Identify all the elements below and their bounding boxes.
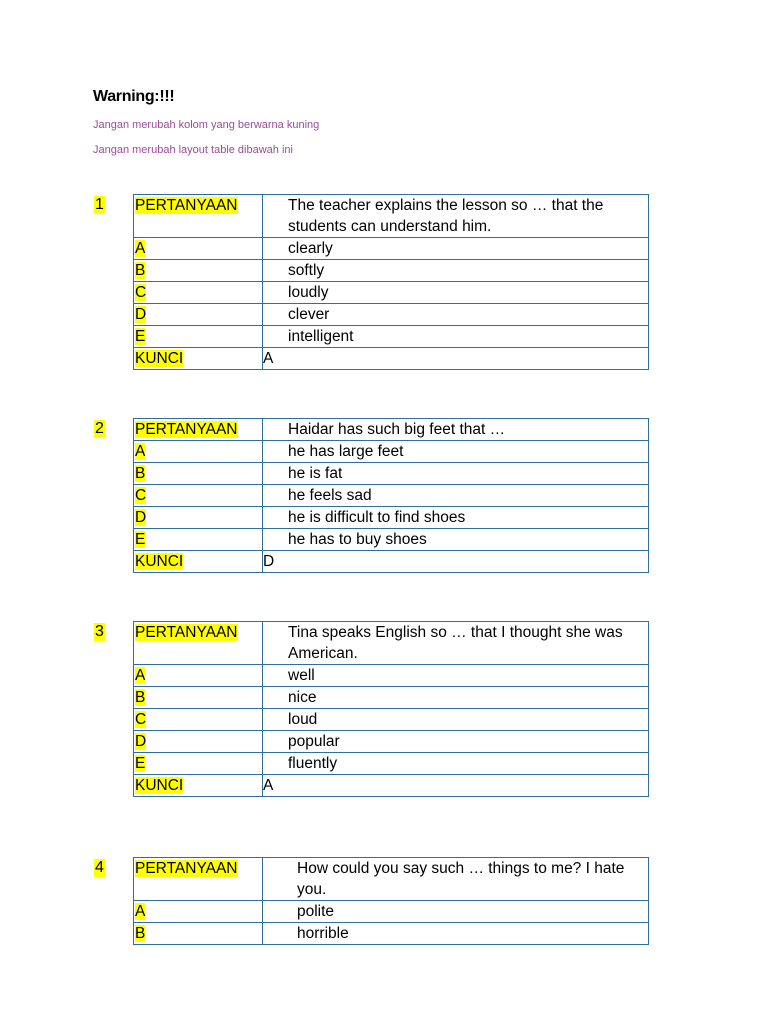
question-number: 2 xyxy=(95,420,104,437)
option-row-e xyxy=(134,753,649,775)
option-label-d: D xyxy=(135,306,147,323)
option-label-a: A xyxy=(135,443,146,460)
option-row-b xyxy=(134,923,649,945)
option-row-d xyxy=(134,731,649,753)
option-text-e[interactable]: he has to buy shoes xyxy=(263,529,649,551)
option-label-d: D xyxy=(135,733,147,750)
option-label-c: C xyxy=(135,284,147,301)
key-value[interactable]: D xyxy=(263,551,649,573)
question-text[interactable]: Haidar has such big feet that … xyxy=(263,419,649,441)
option-label-a: A xyxy=(135,903,146,920)
option-label-e: E xyxy=(135,755,146,772)
question-label-cell xyxy=(134,195,263,238)
option-row-a xyxy=(134,665,649,687)
option-text-d[interactable]: clever xyxy=(263,304,649,326)
option-row-d xyxy=(134,304,649,326)
option-row-b xyxy=(134,463,649,485)
option-label-d: D xyxy=(135,509,147,526)
option-text-a[interactable]: well xyxy=(263,665,649,687)
option-label-c: C xyxy=(135,711,147,728)
question-row xyxy=(134,622,649,665)
option-label-b: B xyxy=(135,262,146,279)
question-row xyxy=(134,419,649,441)
option-row-a xyxy=(134,238,649,260)
option-label-a: A xyxy=(135,240,146,257)
option-row-e xyxy=(134,529,649,551)
key-value[interactable]: A xyxy=(263,775,649,797)
question-label: PERTANYAAN xyxy=(135,624,238,641)
question-number: 1 xyxy=(95,196,104,213)
option-text-c[interactable]: loudly xyxy=(263,282,649,304)
key-label: KUNCI xyxy=(135,777,184,794)
question-label: PERTANYAAN xyxy=(135,860,238,877)
option-label-c: C xyxy=(135,487,147,504)
question-number: 3 xyxy=(95,623,104,640)
option-text-c[interactable]: loud xyxy=(263,709,649,731)
option-text-b[interactable]: softly xyxy=(263,260,649,282)
key-row xyxy=(134,348,649,370)
option-text-b[interactable]: nice xyxy=(263,687,649,709)
option-row-b xyxy=(134,260,649,282)
question-table xyxy=(133,194,649,370)
key-row xyxy=(134,775,649,797)
option-text-d[interactable]: he is difficult to find shoes xyxy=(263,507,649,529)
option-label-b: B xyxy=(135,925,146,942)
question-row xyxy=(134,858,649,901)
question-table xyxy=(133,418,649,573)
option-text-e[interactable]: intelligent xyxy=(263,326,649,348)
key-value[interactable]: A xyxy=(263,348,649,370)
option-row-d xyxy=(134,507,649,529)
question-label: PERTANYAAN xyxy=(135,421,238,438)
option-label-e: E xyxy=(135,531,146,548)
option-row-a xyxy=(134,901,649,923)
question-row xyxy=(134,195,649,238)
option-text-b[interactable]: horrible xyxy=(263,923,649,945)
question-text[interactable]: Tina speaks English so … that I thought she was American. xyxy=(263,622,649,665)
option-label-b: B xyxy=(135,689,146,706)
option-label-a: A xyxy=(135,667,146,684)
option-text-e[interactable]: fluently xyxy=(263,753,649,775)
question-number: 4 xyxy=(95,859,104,876)
option-row-a xyxy=(134,441,649,463)
option-text-a[interactable]: clearly xyxy=(263,238,649,260)
key-label: KUNCI xyxy=(135,350,184,367)
option-text-d[interactable]: popular xyxy=(263,731,649,753)
key-label: KUNCI xyxy=(135,553,184,570)
warning-note-yellow-columns: Jangan merubah kolom yang berwarna kuning xyxy=(93,119,320,131)
option-label-b: B xyxy=(135,465,146,482)
option-text-c[interactable]: he feels sad xyxy=(263,485,649,507)
option-row-c xyxy=(134,485,649,507)
warning-note-table-layout: Jangan merubah layout table dibawah ini xyxy=(93,144,293,156)
option-text-a[interactable]: he has large feet xyxy=(263,441,649,463)
question-text[interactable]: The teacher explains the lesson so … that the students can understand him. xyxy=(263,195,649,238)
question-label: PERTANYAAN xyxy=(135,197,238,214)
key-row xyxy=(134,551,649,573)
option-row-b xyxy=(134,687,649,709)
question-table xyxy=(133,857,649,945)
option-row-c xyxy=(134,709,649,731)
option-text-a[interactable]: polite xyxy=(263,901,649,923)
option-row-c xyxy=(134,282,649,304)
question-table xyxy=(133,621,649,797)
option-text-b[interactable]: he is fat xyxy=(263,463,649,485)
option-row-e xyxy=(134,326,649,348)
option-label-e: E xyxy=(135,328,146,345)
question-text[interactable]: How could you say such … things to me? I hate you. xyxy=(263,858,649,901)
warning-title: Warning:!!! xyxy=(93,88,175,105)
